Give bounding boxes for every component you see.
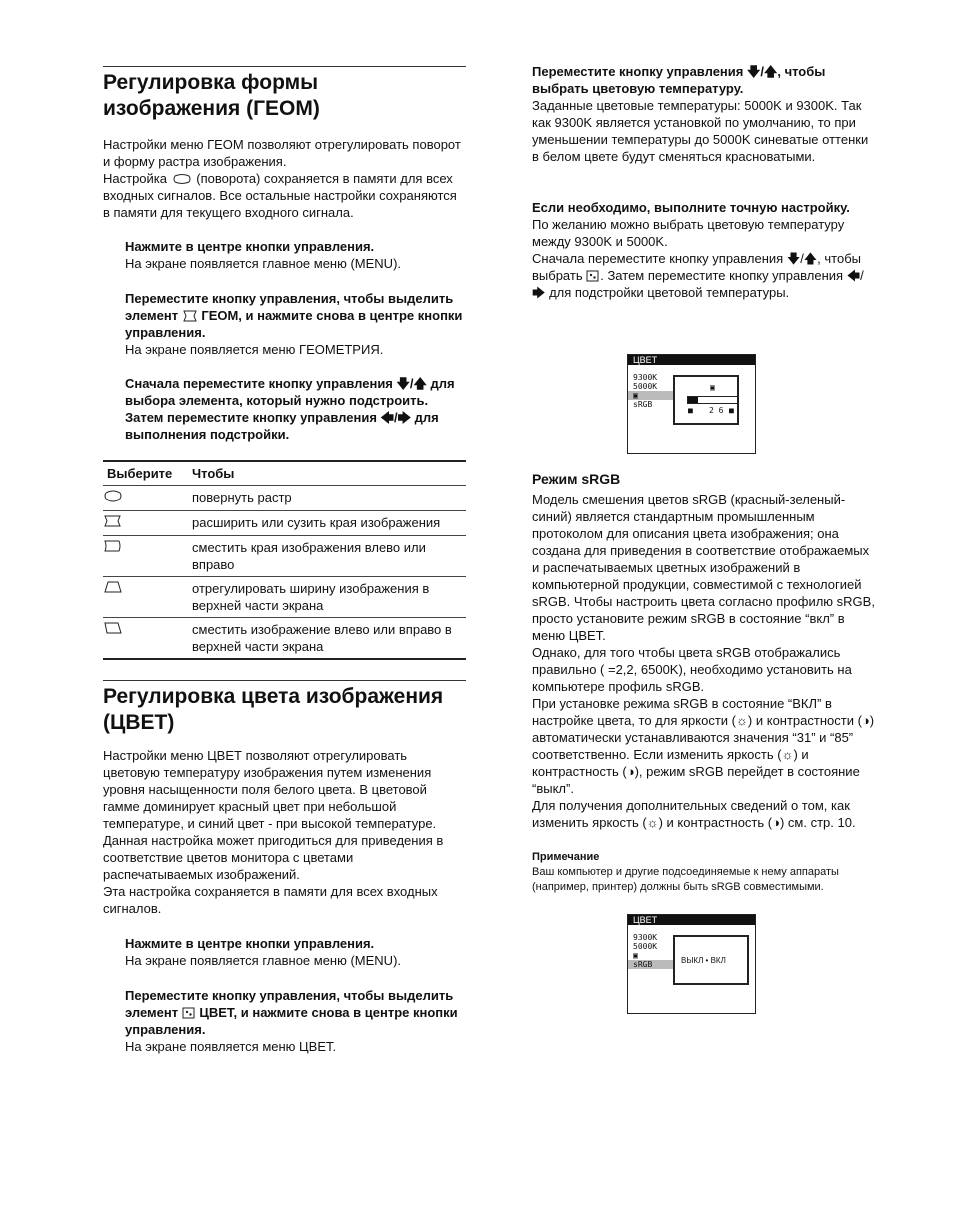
section-rule: [103, 66, 466, 67]
pin-balance-icon: [103, 539, 123, 553]
color-icon: [182, 1007, 196, 1019]
color-menu-screenshot: ЦВЕТ 9300K 5000K ▣ sRGB ▣ ■ 2 6 ■: [627, 354, 756, 454]
srgb-menu-screenshot: ЦВЕТ 9300K 5000K ▣ sRGB ВЫКЛ • ВКЛ: [627, 914, 756, 1014]
contrast-icon: ◑: [772, 815, 780, 830]
color-adjust-icon: ▣: [710, 383, 715, 392]
color-adjust-icon: ▣: [633, 391, 638, 400]
table-row: расширить или сузить края изображения: [103, 511, 466, 536]
plus-icon: ■: [729, 406, 734, 415]
contrast-icon: ◑: [861, 713, 870, 728]
geom-title: Регулировка формы изображения (ГЕОМ): [103, 71, 320, 120]
color-step-1: Нажмите в центре кнопки управления. На экране появляется главное меню (MENU).: [125, 936, 402, 968]
rotation-icon: [103, 489, 123, 503]
down-up-arrow-icon: 🡇/🡅: [747, 64, 778, 79]
section-rule: [103, 680, 466, 681]
level-bar: [687, 396, 739, 404]
contrast-icon: ◑: [626, 764, 635, 779]
color-title: Регулировка цвета изображения (ЦВЕТ): [103, 685, 444, 734]
table-header: Выберите Чтобы: [103, 461, 466, 486]
note: Примечание Ваш компьютер и другие подсоединяемые к нему аппараты (например, принтер) должны быть sRGB совместимыми.: [532, 851, 839, 893]
color-step-3: Переместите кнопку управления 🡇/🡅, чтобы выбрать цветовую температуру. Заданные цветовые температуры: 5000K и 9300K. Так как 9300K является установкой по умолчанию, то при уменьшении температуры до 5000K синеватые оттенки в белом цвете будут сменяться красноватыми.: [532, 64, 869, 164]
pincushion-icon: [103, 514, 123, 528]
menu-submenu: ▣ ■ 2 6 ■: [673, 375, 739, 425]
color-step-2: Переместите кнопку управления, чтобы выделить элемент ЦВЕТ, и нажмите снова в центре кнопки управления. На экране появляется меню ЦВЕТ.: [125, 988, 458, 1054]
key-balance-icon: [103, 621, 123, 635]
color-adjust-icon: [586, 270, 600, 282]
geom-table: [103, 460, 466, 660]
down-up-arrow-icon: 🡇/🡅: [396, 376, 427, 391]
geom-step-1: Нажмите в центре кнопки управления. На экране появляется главное меню (MENU).: [125, 239, 402, 271]
left-right-arrow-icon: 🡄/🡆: [380, 410, 412, 425]
geom-icon: [182, 310, 198, 322]
rotation-icon: [171, 173, 193, 185]
minus-icon: ■: [688, 406, 693, 415]
table-row: сместить края изображения влево или вправо: [103, 536, 466, 577]
brightness-icon: ☼: [736, 713, 748, 728]
geom-step-2: Переместите кнопку управления, чтобы выделить элемент ГЕОМ, и нажмите снова в центре кнопки управления. На экране появляется меню ГЕОМЕТРИЯ.: [125, 291, 463, 357]
geom-intro: Настройки меню ГЕОМ позволяют отрегулировать поворот и форму растра изображения. Настройка (поворота) сохраняется в памяти для всех входных сигналов. Все остальные настройки сохраняются в памяти для текущего входного сигнала.: [103, 137, 461, 220]
geom-step-3: Сначала переместите кнопку управления 🡇/🡅 для выбора элемента, который нужно подстроить. Затем переместите кнопку управления 🡄/🡆 для выполнения подстройки.: [125, 376, 455, 442]
srgb-section: Режим sRGB Модель смешения цветов sRGB (красный-зеленый-синий) является стандартным промышленным протоколом для описания цвета изображения; она создана для приведения в соответствие отображаемых и распечатываемых цветных изображений в компьютерной продукции, совместимой с технологией sRGB. Чтобы настроить цвета согласно профилю sRGB, просто установите режим sRGB в состояние “вкл” в меню ЦВЕТ. Однако, для того чтобы цвета sRGB отображались правильно ( =2,2, 6500K), необходимо установить на компьютере профиль sRGB. При установке режима sRGB в состояние “ВКЛ” в настройке цвета, то для яркости (☼) и контрастности (◑) автоматически устанавливаются значения “31” и “85” соответственно. Если изменить яркость (☼) и контрастность (◑), режим sRGB перейдет в состояние “выкл”. Для получения дополнительных сведений о том, как изменить яркость (☼) и контрастность (◑) см. стр. 10.: [532, 471, 875, 830]
color-adjust-icon: ▣: [633, 951, 638, 960]
keystone-icon: [103, 580, 123, 594]
color-intro: Настройки меню ЦВЕТ позволяют отрегулировать цветовую температуру изображения путем изменения уровня насыщенности поля белого цвета. В цветовой гамме доминирует красный цвет при небольшой температуре, и синий цвет - при высокой температуре. Данная настройка может пригодиться для приведения в соответствие цветов монитора с цветами распечатываемых изображений. Эта настройка сохраняется в памяти для всех входных сигналов.: [103, 748, 444, 916]
table-row: отрегулировать ширину изображения в верхней части экрана: [103, 577, 466, 618]
color-step-4: Если необходимо, выполните точную настройку. По желанию можно выбрать цветовую температуру между 9300K и 5000K. Сначала переместите кнопку управления 🡇/🡅, чтобы выбрать . Затем переместите кнопку управления 🡄/🡆 для подстройки цветовой температуры.: [532, 200, 864, 300]
brightness-icon: ☼: [781, 747, 794, 762]
menu-submenu: ВЫКЛ • ВКЛ: [673, 935, 749, 985]
table-row: сместить изображение влево или вправо в верхней части экрана: [103, 618, 466, 660]
table-row: повернуть растр: [103, 486, 466, 511]
down-up-arrow-icon: 🡇/🡅: [786, 251, 818, 266]
left-right-arrow-icon: 🡄/🡆: [532, 268, 864, 300]
brightness-icon: ☼: [646, 815, 659, 830]
